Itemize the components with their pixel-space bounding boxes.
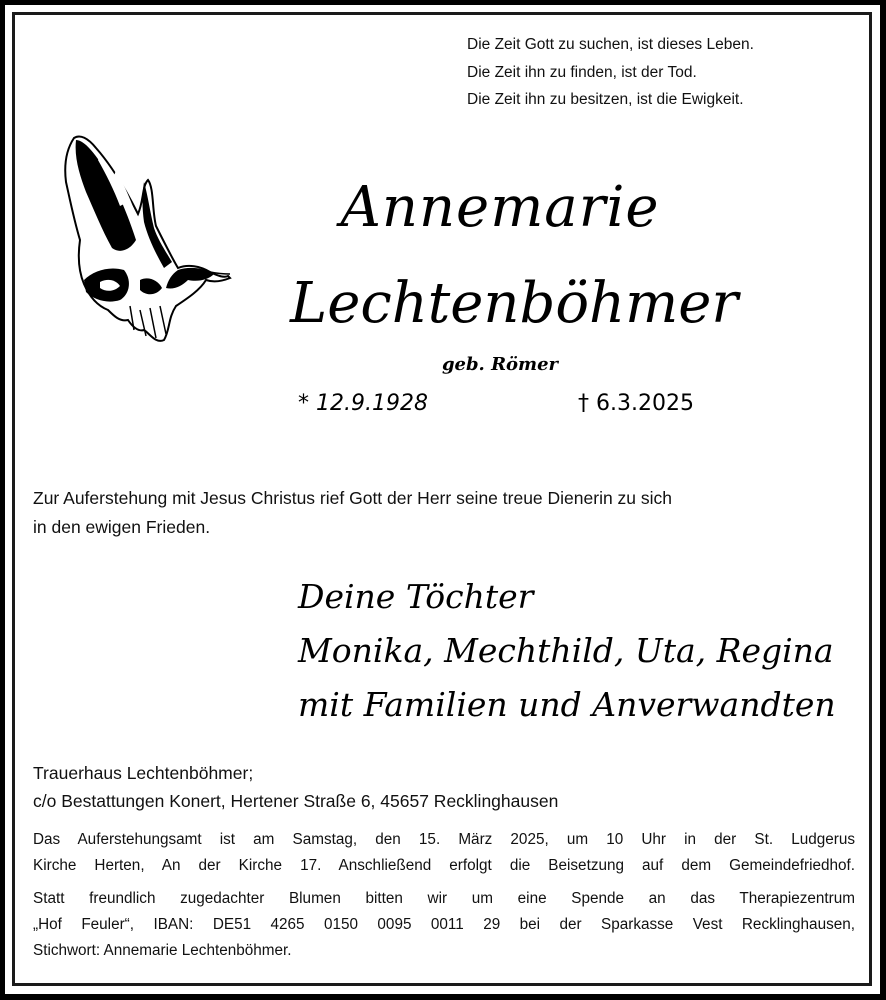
intro-line: Zur Auferstehung mit Jesus Christus rief Gott der Herr seine treue Dienerin zu sich [33, 488, 673, 508]
family-line: Deine Töchter [298, 577, 534, 616]
intro-text [33, 484, 863, 542]
service-info [33, 827, 855, 879]
poem-line: Die Zeit Gott zu suchen, ist dieses Leben. [467, 36, 754, 53]
service-line: Kirche Herten, An der Kirche 17. Anschließend erfolgt die Beisetzung auf dem Gemeindefriedhof. [33, 857, 855, 874]
poem-line: Die Zeit ihn zu besitzen, ist die Ewigkeit. [467, 91, 744, 108]
birth-date: * 12.9.1928 [298, 391, 428, 416]
death-date: † 6.3.2025 [578, 391, 694, 416]
address-line: Trauerhaus Lechtenböhmer; [33, 763, 254, 783]
family-line: mit Familien und Anverwandten [298, 685, 836, 724]
intro-line: in den ewigen Frieden. [33, 517, 211, 537]
mourning-address [33, 759, 863, 815]
donation-line: „Hof Feuler“, IBAN: DE51 4265 0150 0095 0011 29 bei der Sparkasse Vest Recklinghausen, [33, 916, 855, 933]
deceased-first-name: Annemarie [340, 175, 660, 240]
poem [467, 31, 867, 114]
donation-line: Stichwort: Annemarie Lechtenböhmer. [33, 942, 292, 959]
family-signature [298, 570, 838, 732]
deceased-last-name: Lechtenböhmer [290, 271, 739, 336]
praying-hands-icon [60, 130, 235, 352]
address-line: c/o Bestattungen Konert, Hertener Straße 6, 45657 Recklinghausen [33, 791, 559, 811]
service-line: Das Auferstehungsamt ist am Samstag, den 15. März 2025, um 10 Uhr in der St. Ludgerus [33, 831, 855, 848]
donation-info [33, 886, 855, 964]
family-line: Monika, Mechthild, Uta, Regina [298, 631, 834, 670]
donation-line: Statt freundlich zugedachter Blumen bitten wir um eine Spende an das Therapiezentrum [33, 890, 855, 907]
poem-line: Die Zeit ihn zu finden, ist der Tod. [467, 63, 697, 81]
maiden-name: geb. Römer [441, 354, 559, 375]
